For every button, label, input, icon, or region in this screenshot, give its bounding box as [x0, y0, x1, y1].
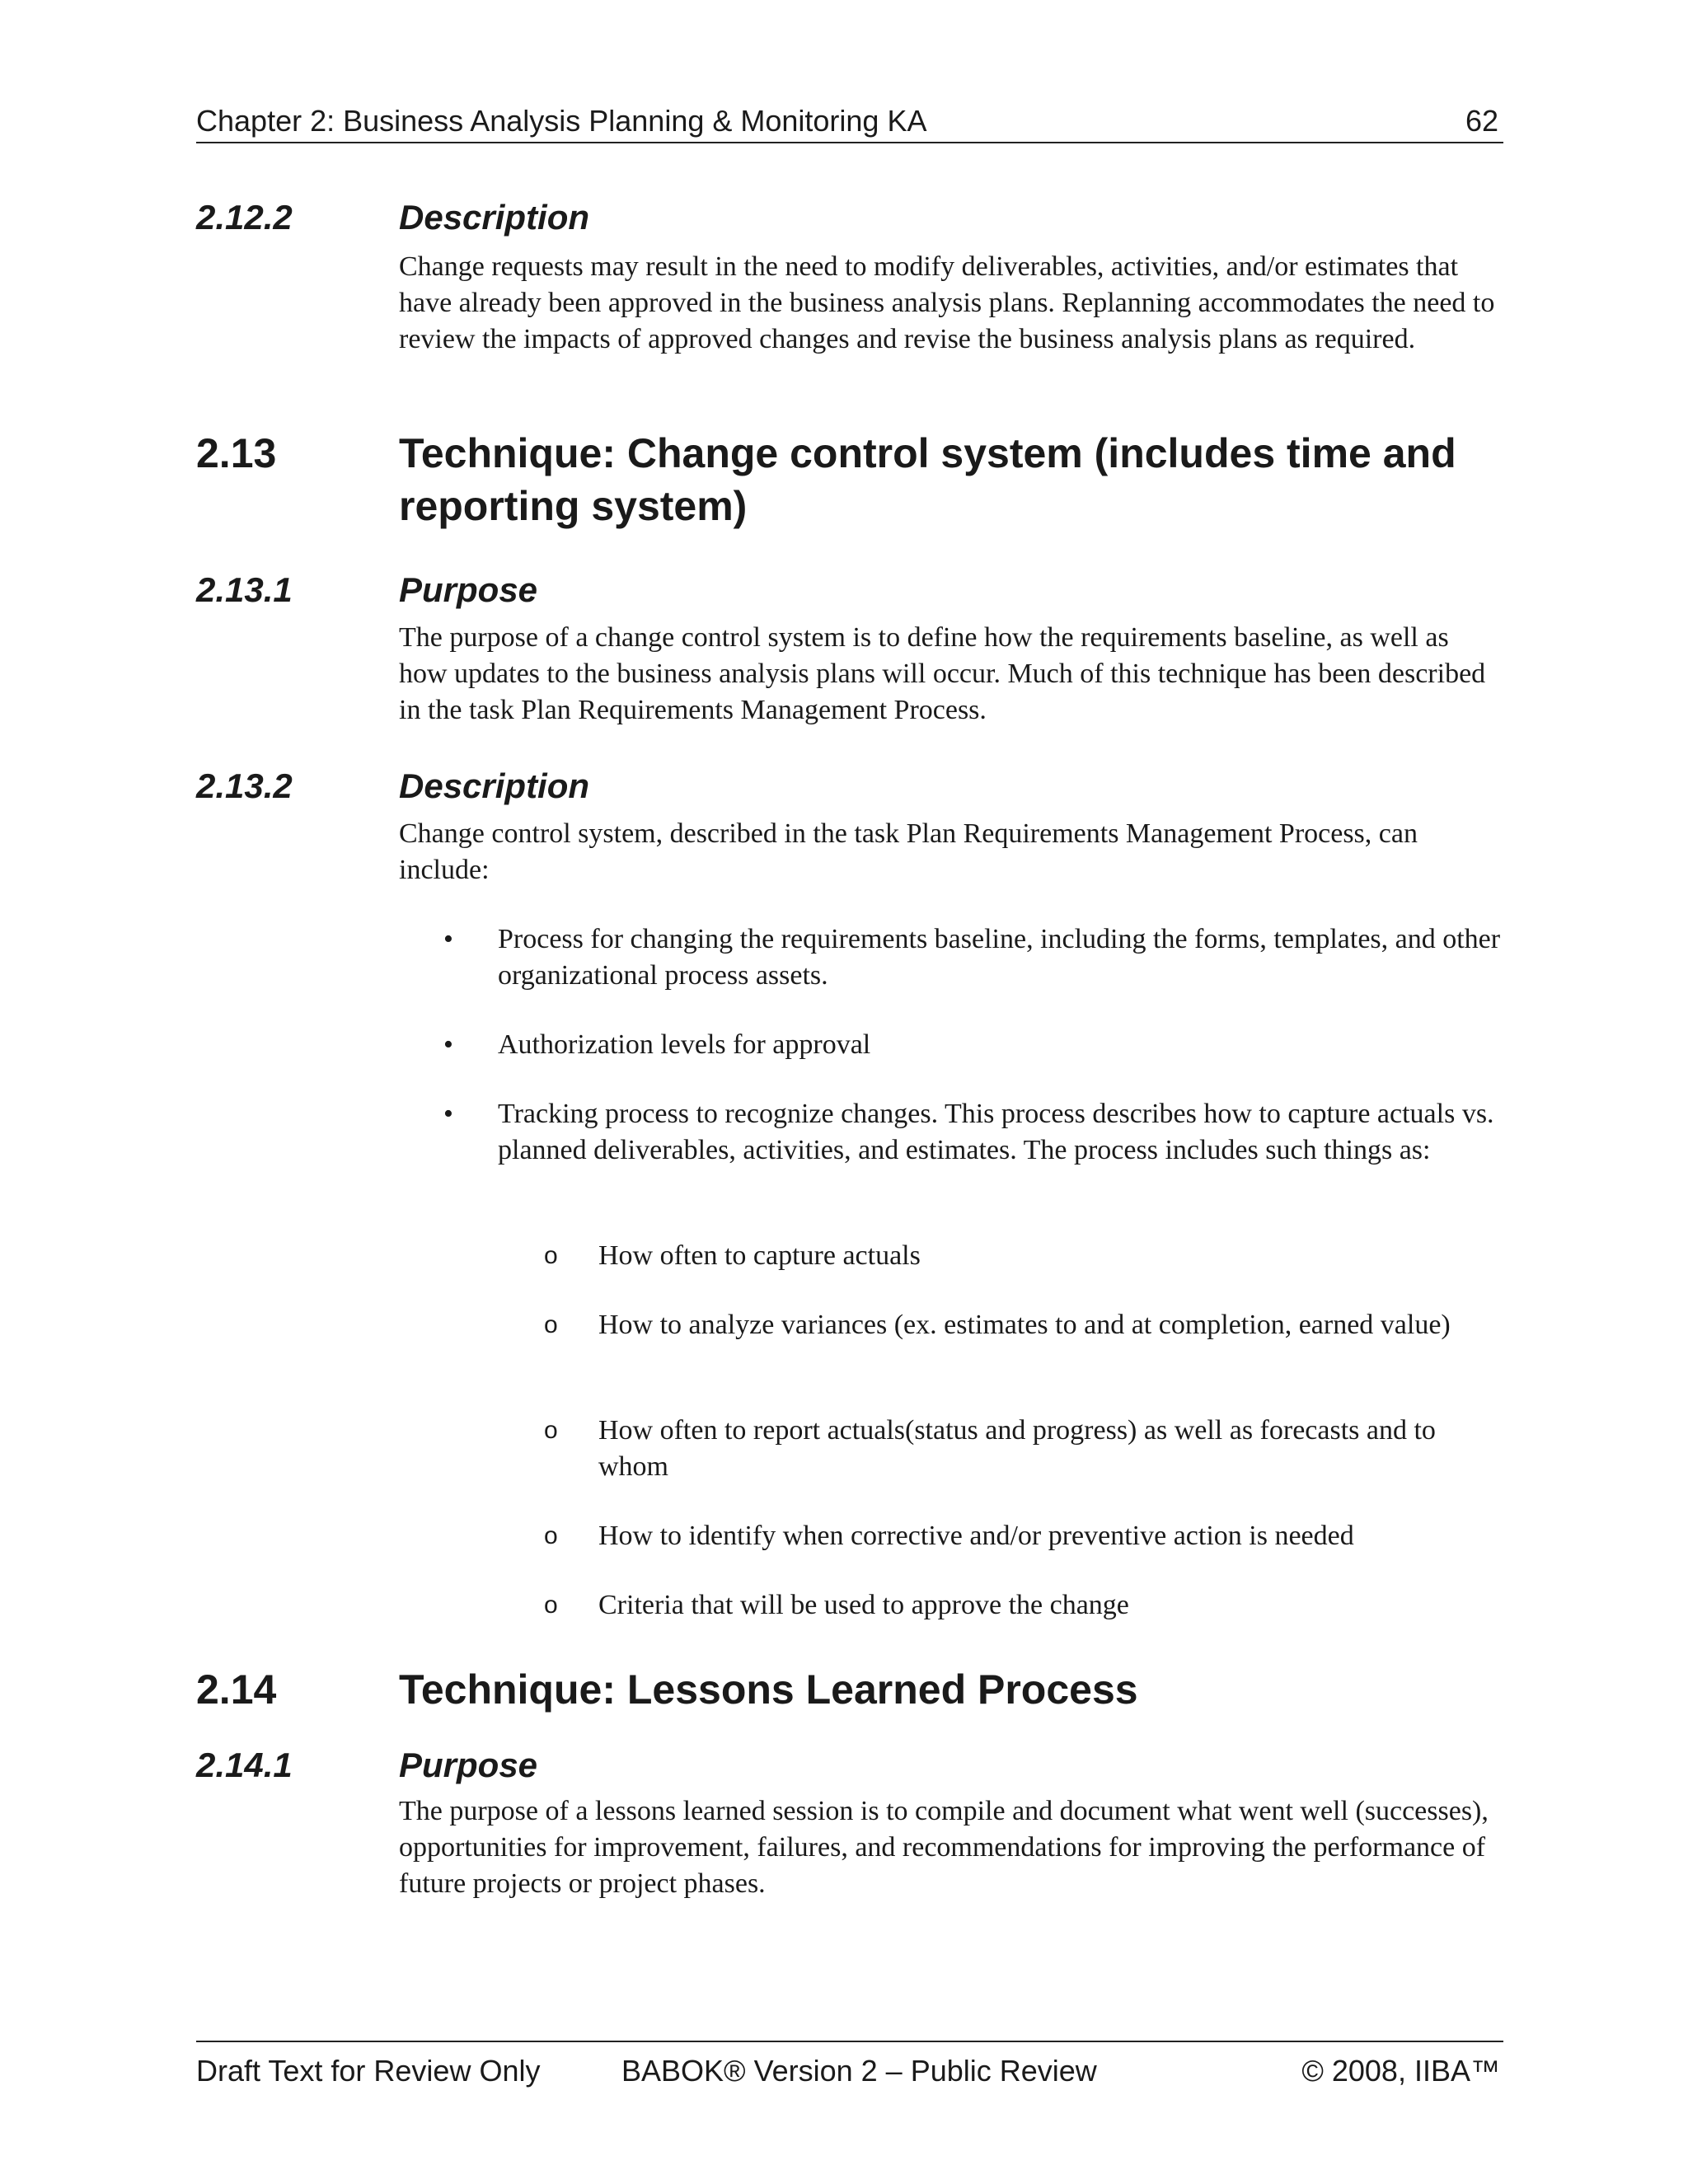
section-number: 2.12.2 — [196, 198, 293, 237]
page-header — [196, 97, 1503, 143]
chapter-title: Chapter 2: Business Analysis Planning & Monitoring KA — [196, 104, 927, 138]
section-title: Description — [399, 198, 590, 237]
section-title: Purpose — [399, 1746, 538, 1784]
sub-list-item-text: How often to capture actuals — [598, 1240, 921, 1271]
paragraph-2-12-2: Change requests may result in the need to modify deliverables, activities, and/or estimates that have already been approved in the business analysis plans. Replanning accommodates the need to review the impacts of approved changes and revise the business analysis plans as required. — [399, 251, 1495, 354]
section-number: 2.13.1 — [196, 570, 293, 609]
paragraph-2-13-2: Change control system, described in the task Plan Requirements Management Process, can include: — [399, 818, 1418, 885]
section-number: 2.14.1 — [196, 1746, 293, 1784]
bullet-icon: • — [443, 1099, 453, 1129]
circle-bullet-icon: o — [544, 1242, 558, 1269]
list-item-text: Tracking process to recognize changes. This process describes how to capture actuals vs. planned deliverables, activities, and estimates. The process includes such things as: — [498, 1099, 1494, 1165]
sub-list-item-text: How to analyze variances (ex. estimates to and at completion, earned value) — [598, 1310, 1451, 1340]
footer-draft-note: Draft Text for Review Only — [196, 2054, 541, 2088]
list-item-text: Process for changing the requirements baseline, including the forms, templates, and other organizational process assets. — [498, 924, 1501, 991]
bullet-icon: • — [443, 1029, 453, 1060]
section-title: Technique: Lessons Learned Process — [399, 1666, 1138, 1713]
list-item-text: Authorization levels for approval — [498, 1029, 871, 1060]
footer-copyright: © 2008, IIBA™ — [1301, 2054, 1500, 2088]
sub-list-item-text: Criteria that will be used to approve the change — [598, 1590, 1129, 1620]
section-title: Description — [399, 766, 590, 805]
sub-list-item-text: How to identify when corrective and/or preventive action is needed — [598, 1521, 1354, 1551]
page-number: 62 — [1465, 104, 1498, 138]
section-title: Technique: Change control system (includes time and reporting system) — [399, 430, 1456, 529]
section-number: 2.13.2 — [196, 766, 293, 805]
section-number: 2.13 — [196, 430, 277, 476]
section-number: 2.14 — [196, 1666, 277, 1713]
circle-bullet-icon: o — [544, 1591, 558, 1619]
page-footer — [196, 2041, 1503, 2092]
section-title: Purpose — [399, 570, 538, 609]
paragraph-2-14-1: The purpose of a lessons learned session is to compile and document what went well (successes), opportunities for improvement, failures, and recommendations for improving the performance of future projects or project phases. — [399, 1796, 1489, 1899]
circle-bullet-icon: o — [544, 1417, 558, 1444]
sub-list-item-text: How often to report actuals(status and progress) as well as forecasts and to whom — [598, 1415, 1436, 1482]
bullet-icon: • — [443, 924, 453, 954]
circle-bullet-icon: o — [544, 1522, 558, 1549]
circle-bullet-icon: o — [544, 1311, 558, 1338]
footer-version: BABOK® Version 2 – Public Review — [621, 2054, 1097, 2088]
paragraph-2-13-1: The purpose of a change control system is to define how the requirements baseline, as well as how updates to the business analysis plans will occur. Much of this technique has been described in the task Plan Requirements Management Process. — [399, 622, 1486, 725]
